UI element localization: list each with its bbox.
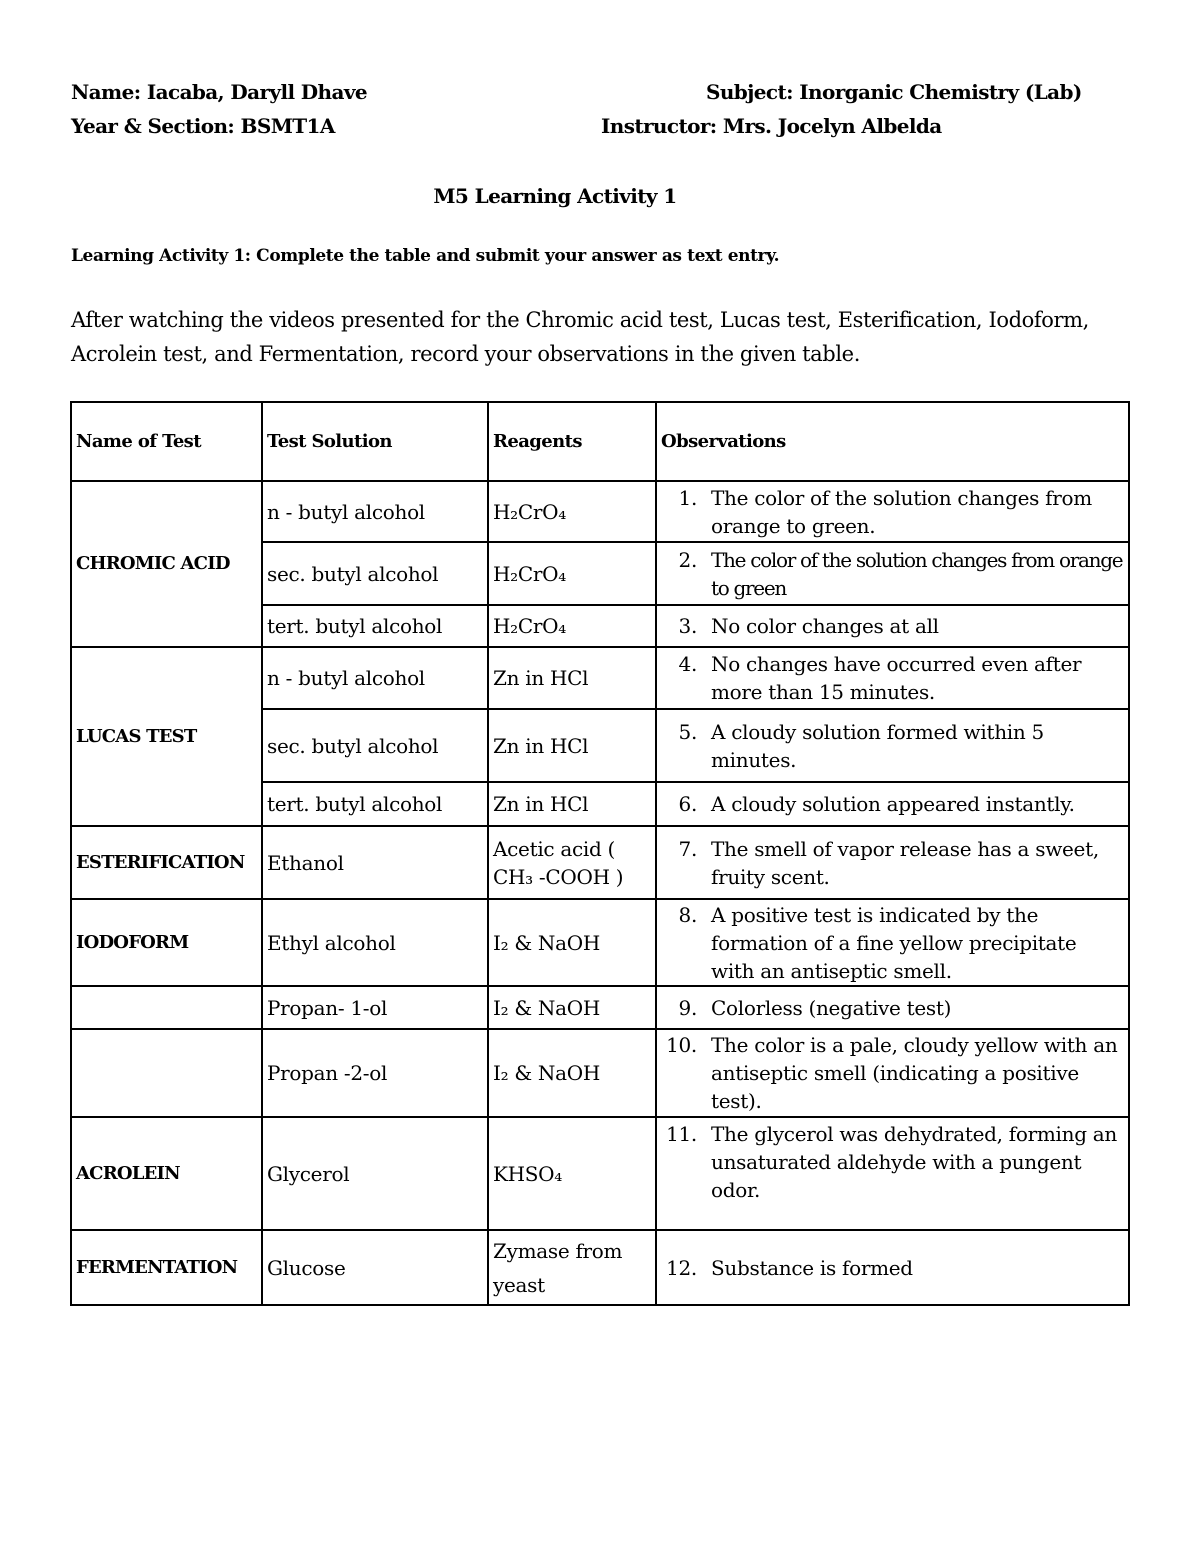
observation-text: No changes have occurred even after more than 15 minutes. [711, 652, 1082, 704]
observation-number: 4. [678, 652, 697, 676]
instructor: Instructor: Mrs. Jocelyn Albelda [601, 114, 942, 138]
observation [656, 826, 1129, 899]
observation-text: The smell of vapor release has a sweet, fruity scent. [711, 836, 1099, 889]
reagent: H₂CrO₄ [488, 605, 656, 647]
observation-number: 3. [678, 614, 697, 638]
table-row [71, 826, 1129, 899]
table-row [71, 986, 1129, 1029]
test-solution: Propan -2-ol [262, 1029, 488, 1117]
observation-text: A positive test is indicated by the formation of a fine yellow precipitate with an antiseptic smell. [711, 902, 1077, 983]
observation-text: No color changes at all [711, 614, 939, 638]
test-solution: tert. butyl alcohol [262, 782, 488, 826]
test-esterification: ESTERIFICATION [71, 826, 262, 899]
observation-number: 1. [678, 485, 697, 510]
reagent: I₂ & NaOH [488, 986, 656, 1029]
test-chromic-acid: CHROMIC ACID [71, 481, 262, 647]
year-section: Year & Section: BSMT1A [71, 114, 335, 138]
reagent: Zn in HCl [488, 709, 656, 782]
empty-test-cell [71, 986, 262, 1029]
table-row [71, 1230, 1129, 1305]
observation-table [70, 401, 1130, 1306]
observation [656, 542, 1129, 605]
table-row [71, 1029, 1129, 1117]
reagent: Acetic acid ( CH₃ -COOH ) [488, 826, 656, 899]
observation [656, 481, 1129, 542]
observation-number: 6. [678, 792, 697, 816]
observation-number: 8. [678, 902, 697, 927]
activity-instruction: Learning Activity 1: Complete the table and submit your answer as text entry. [71, 246, 780, 266]
header-name-of-test: Name of Test [71, 402, 262, 481]
table-row [71, 1117, 1129, 1230]
empty-test-cell [71, 1029, 262, 1117]
observation-number: 10. [666, 1033, 697, 1057]
header-reagents: Reagents [488, 402, 656, 481]
observation-text: The color of the solution changes from orange to green. [711, 485, 1092, 538]
header-test-solution: Test Solution [262, 402, 488, 481]
table-row [71, 647, 1129, 709]
observation [656, 1117, 1129, 1230]
observation-text: Substance is formed [711, 1255, 913, 1280]
test-solution: tert. butyl alcohol [262, 605, 488, 647]
test-solution: sec. butyl alcohol [262, 709, 488, 782]
observation-text: The color of the solution changes from orange to green [711, 547, 1123, 600]
test-solution: Glycerol [262, 1117, 488, 1230]
reagent: Zn in HCl [488, 647, 656, 709]
test-iodoform: IODOFORM [71, 899, 262, 986]
observation [656, 782, 1129, 826]
observation-number: 2. [678, 547, 697, 572]
observation-text: Colorless (negative test) [711, 995, 952, 1020]
test-lucas: LUCAS TEST [71, 647, 262, 826]
observation-number: 5. [678, 719, 697, 744]
test-solution: n - butyl alcohol [262, 647, 488, 709]
test-solution: Ethanol [262, 826, 488, 899]
observation-number: 11. [666, 1122, 697, 1146]
test-fermentation: FERMENTATION [71, 1230, 262, 1305]
test-acrolein: ACROLEIN [71, 1117, 262, 1230]
header-observations: Observations [656, 402, 1129, 481]
observation-text: A cloudy solution formed within 5 minutes. [711, 719, 1044, 772]
subject: Subject: Inorganic Chemistry (Lab) [706, 80, 1082, 104]
intro-paragraph: After watching the videos presented for the Chromic acid test, Lucas test, Esterification, Iodoform, Acrolein test, and Fermentation, record your observations in the given table. [71, 308, 1089, 366]
reagent: KHSO₄ [488, 1117, 656, 1230]
reagent: Zn in HCl [488, 782, 656, 826]
test-solution: n - butyl alcohol [262, 481, 488, 542]
student-name: Name: Iacaba, Daryll Dhave [71, 80, 368, 104]
observation [656, 986, 1129, 1029]
observation [656, 605, 1129, 647]
observation [656, 899, 1129, 986]
observation [656, 1230, 1129, 1305]
observation [656, 647, 1129, 709]
observation-text: The glycerol was dehydrated, forming an unsaturated aldehyde with a pungent odor. [711, 1122, 1117, 1202]
table-row [71, 481, 1129, 542]
observation-text: The color is a pale, cloudy yellow with an antiseptic smell (indicating a positive test). [711, 1033, 1118, 1113]
observation-number: 9. [678, 995, 697, 1020]
test-solution: Propan- 1-ol [262, 986, 488, 1029]
observation-number: 7. [678, 836, 697, 861]
test-solution: Ethyl alcohol [262, 899, 488, 986]
table-header-row [71, 402, 1129, 481]
table-row [71, 899, 1129, 986]
observation-number: 12. [666, 1255, 697, 1280]
test-solution: sec. butyl alcohol [262, 542, 488, 605]
reagent: H₂CrO₄ [488, 481, 656, 542]
observation [656, 1029, 1129, 1117]
reagent: I₂ & NaOH [488, 1029, 656, 1117]
test-solution: Glucose [262, 1230, 488, 1305]
observation [656, 709, 1129, 782]
reagent: Zymase from yeast [488, 1230, 656, 1305]
page-title: M5 Learning Activity 1 [433, 184, 677, 208]
reagent: I₂ & NaOH [488, 899, 656, 986]
reagent: H₂CrO₄ [488, 542, 656, 605]
observation-text: A cloudy solution appeared instantly. [711, 792, 1075, 816]
